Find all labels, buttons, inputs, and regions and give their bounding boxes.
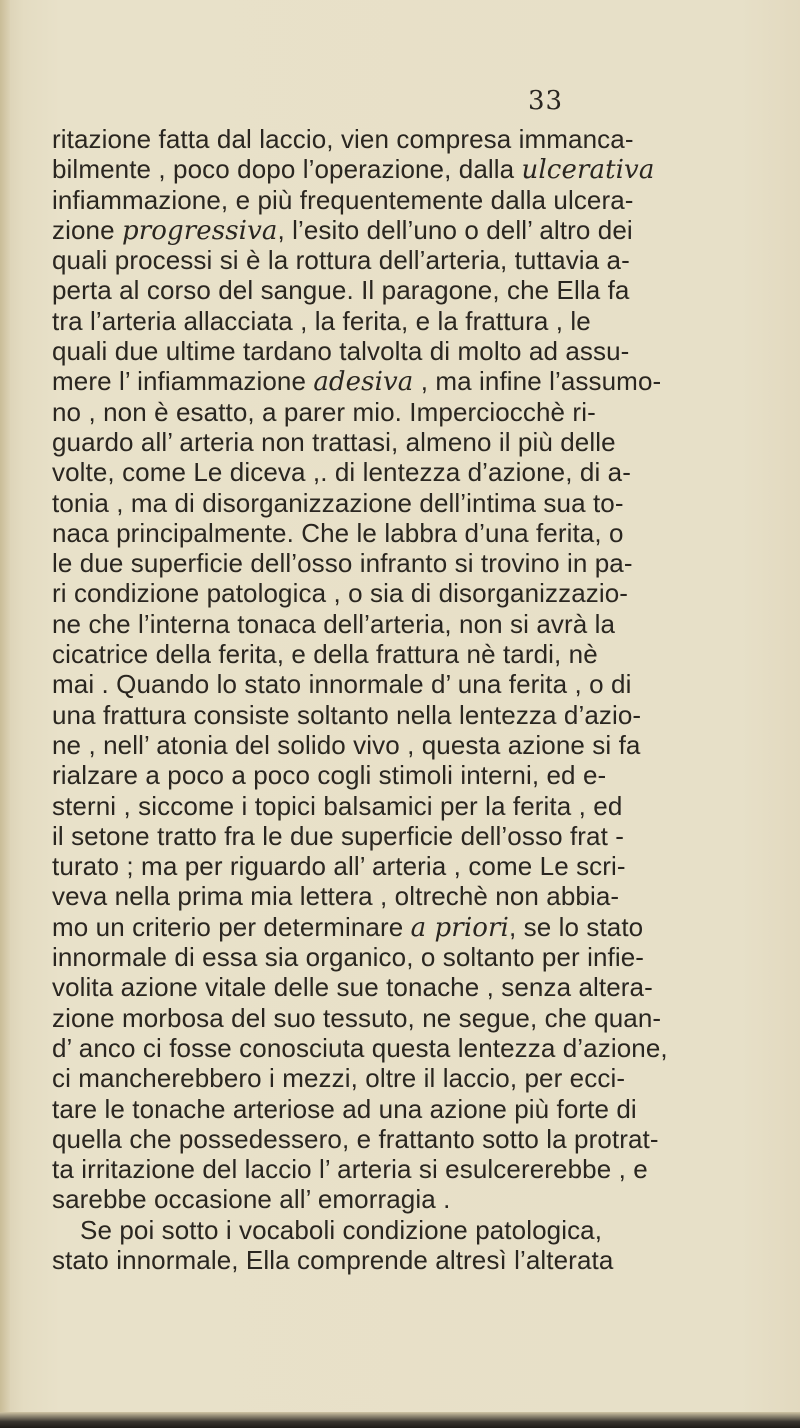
text-line (52, 1063, 782, 1093)
text-line (52, 1245, 782, 1275)
text-run: rialzare a poco a poco cogli stimoli interni, ed e- (52, 760, 607, 791)
text-run: le due superficie dell’osso infranto si trovino in pa- (52, 548, 633, 579)
text-run: il setone tratto fra le due superficie dell’osso frat - (52, 820, 625, 851)
text-line (52, 488, 782, 518)
italic-term: ulcerativa (521, 155, 655, 186)
text-run: mo un criterio per determinare (52, 911, 411, 942)
text-run: volita azione vitale delle sue tonache , senza altera- (52, 972, 653, 1003)
text-run: cicatrice della ferita, e della frattura nè tardi, nè (52, 639, 598, 670)
text-line (52, 124, 782, 154)
text-run: quella che possedessero, e frattanto sotto la protrat- (52, 1123, 659, 1154)
text-line (52, 791, 782, 821)
text-line (52, 912, 782, 942)
text-run: tare le tonache arteriose ad una azione più forte di (52, 1093, 637, 1124)
text-run: quali due ultime tardano talvolta di molto ad assu- (52, 336, 630, 367)
italic-term: progressiva (121, 215, 278, 246)
text-run: innormale di essa sia organico, o soltanto per infie- (52, 942, 645, 973)
text-run: , ma infine l’assumo- (413, 366, 662, 397)
text-line (52, 336, 782, 366)
text-line (52, 1124, 782, 1154)
text-line (52, 669, 782, 699)
text-run: ci mancherebbero i mezzi, oltre il laccio, per ecci- (52, 1063, 626, 1094)
text-run: zione (52, 214, 122, 245)
text-run: bilmente , poco dopo l’operazione, dalla (52, 154, 522, 185)
text-line (52, 639, 782, 669)
text-line (52, 366, 782, 396)
text-run: no , non è esatto, a parer mio. Imperciocchè ri- (52, 396, 596, 427)
text-run: veva nella prima mia lettera , oltrechè non abbia- (52, 881, 620, 912)
text-run: naca principalmente. Che le labbra d’una ferita, o (52, 517, 624, 548)
text-run: quali processi si è la rottura dell’arteria, tuttavia a- (52, 245, 630, 276)
page-gutter-edge (0, 0, 10, 1428)
text-run: guardo all’ arteria non trattasi, almeno il più delle (52, 426, 616, 457)
page-bottom-edge (0, 1412, 800, 1428)
text-run: zione morbosa del suo tessuto, ne segue, che quan- (52, 1002, 662, 1033)
body-text (52, 124, 782, 1275)
text-run: tra l’arteria allacciata , la ferita, e la frattura , le (52, 305, 591, 336)
text-line (52, 397, 782, 427)
text-run: infiammazione, e più frequentemente dalla ulcera- (52, 184, 634, 215)
text-line (52, 306, 782, 336)
italic-term: a priori (410, 912, 509, 943)
text-run: stato innormale, Ella comprende altresì l’alterata (52, 1244, 614, 1275)
text-run: tonia , ma di disorganizzazione dell’intima sua to- (52, 487, 624, 518)
text-line (52, 185, 782, 215)
text-line (52, 427, 782, 457)
text-run: ritazione fatta dal laccio, vien compresa immanca- (52, 124, 634, 154)
text-line (52, 760, 782, 790)
text-line (52, 457, 782, 487)
text-run: mere l’ infiammazione (52, 366, 314, 397)
text-line (52, 1184, 782, 1214)
text-run: ne , nell’ atonia del solido vivo , questa azione si fa (52, 729, 641, 760)
text-run: volte, come Le diceva ,. di lentezza d’azione, di a- (52, 457, 631, 488)
text-run: una frattura consiste soltanto nella lentezza d’azio- (52, 699, 642, 730)
text-run: sarebbe occasione all’ emorragia . (52, 1184, 451, 1215)
text-run: mai . Quando lo stato innormale d’ una ferita , o di (52, 669, 632, 700)
text-line (52, 1154, 782, 1184)
text-line (52, 275, 782, 305)
text-line (52, 881, 782, 911)
text-line (52, 851, 782, 881)
text-line (52, 578, 782, 608)
text-run: , l’esito dell’uno o dell’ altro dei (277, 214, 633, 245)
text-line (52, 1215, 782, 1245)
text-run: d’ anco ci fosse conosciuta questa lentezza d’azione, (52, 1032, 668, 1063)
text-line (52, 1094, 782, 1124)
text-line (52, 215, 782, 245)
text-run: ri condizione patologica , o sia di disorganizzazio- (52, 578, 629, 609)
text-run: ne che l’interna tonaca dell’arteria, non si avrà la (52, 608, 616, 639)
text-line (52, 972, 782, 1002)
text-run: sterni , siccome i topici balsamici per la ferita , ed (52, 790, 623, 821)
page-number: 33 (528, 86, 564, 116)
text-line (52, 609, 782, 639)
italic-term: adesiva (313, 367, 414, 398)
text-line (52, 1033, 782, 1063)
text-line (52, 700, 782, 730)
text-run: , se lo stato (508, 911, 644, 942)
text-line (52, 942, 782, 972)
text-line (52, 548, 782, 578)
text-line (52, 730, 782, 760)
text-line (52, 821, 782, 851)
text-line (52, 1003, 782, 1033)
text-run: Se poi sotto i vocaboli condizione patologica, (80, 1214, 603, 1245)
text-run: turato ; ma per riguardo all’ arteria , come Le scri- (52, 851, 626, 882)
text-line (52, 518, 782, 548)
text-line (52, 154, 782, 184)
text-line (52, 245, 782, 275)
text-run: perta al corso del sangue. Il paragone, che Ella fa (52, 275, 630, 306)
text-run: ta irritazione del laccio l’ arteria si esulcererebbe , e (52, 1154, 648, 1185)
